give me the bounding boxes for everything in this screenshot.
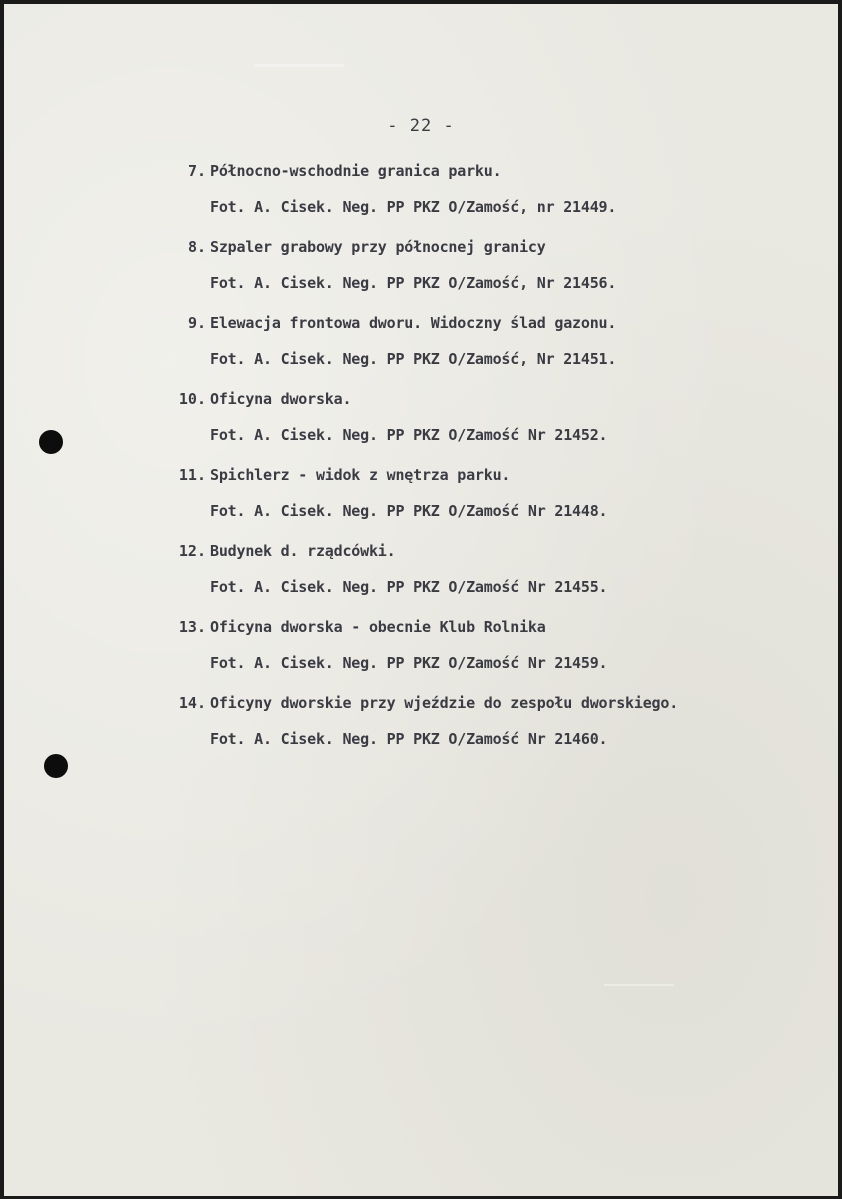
list-item	[4, 466, 838, 542]
entry-photo-credit: Fot. A. Cisek. Neg. PP PKZ O/Zamość Nr 21452.	[210, 426, 608, 444]
punch-hole	[44, 754, 68, 778]
entry-number: 13.	[178, 618, 206, 636]
entry-title: Budynek d. rządcówki.	[210, 542, 396, 560]
list-item	[4, 694, 838, 770]
entry-title: Oficyna dworska - obecnie Klub Rolnika	[210, 618, 546, 636]
list-item	[4, 542, 838, 618]
list-item	[4, 618, 838, 694]
page-number: - 22 -	[387, 116, 455, 136]
entry-photo-credit: Fot. A. Cisek. Neg. PP PKZ O/Zamość, Nr 21456.	[210, 274, 617, 292]
paper-scuff	[604, 984, 674, 986]
entry-number: 14.	[178, 694, 206, 712]
entry-title: Spichlerz - widok z wnętrza parku.	[210, 466, 511, 484]
photo-list	[4, 162, 838, 770]
entry-number: 9.	[187, 314, 206, 332]
entry-title: Elewacja frontowa dworu. Widoczny ślad gazonu.	[210, 314, 617, 332]
document-page	[4, 4, 838, 1196]
entry-photo-credit: Fot. A. Cisek. Neg. PP PKZ O/Zamość Nr 21459.	[210, 654, 608, 672]
punch-hole	[39, 430, 63, 454]
entry-title: Oficyny dworskie przy wjeździe do zespołu dworskiego.	[210, 694, 679, 712]
list-item	[4, 314, 838, 390]
list-item	[4, 162, 838, 238]
entry-photo-credit: Fot. A. Cisek. Neg. PP PKZ O/Zamość, Nr 21451.	[210, 350, 617, 368]
entry-photo-credit: Fot. A. Cisek. Neg. PP PKZ O/Zamość, nr 21449.	[210, 198, 617, 216]
list-item	[4, 238, 838, 314]
entry-photo-credit: Fot. A. Cisek. Neg. PP PKZ O/Zamość Nr 21448.	[210, 502, 608, 520]
paper-scuff	[254, 64, 344, 67]
entry-number: 7.	[187, 162, 206, 180]
list-item	[4, 390, 838, 466]
entry-photo-credit: Fot. A. Cisek. Neg. PP PKZ O/Zamość Nr 21460.	[210, 730, 608, 748]
entry-number: 11.	[178, 466, 206, 484]
entry-title: Północno-wschodnie granica parku.	[210, 162, 502, 180]
entry-title: Szpaler grabowy przy północnej granicy	[210, 238, 546, 256]
entry-number: 12.	[178, 542, 206, 560]
entry-number: 10.	[178, 390, 206, 408]
entry-photo-credit: Fot. A. Cisek. Neg. PP PKZ O/Zamość Nr 21455.	[210, 578, 608, 596]
entry-title: Oficyna dworska.	[210, 390, 352, 408]
entry-number: 8.	[187, 238, 206, 256]
